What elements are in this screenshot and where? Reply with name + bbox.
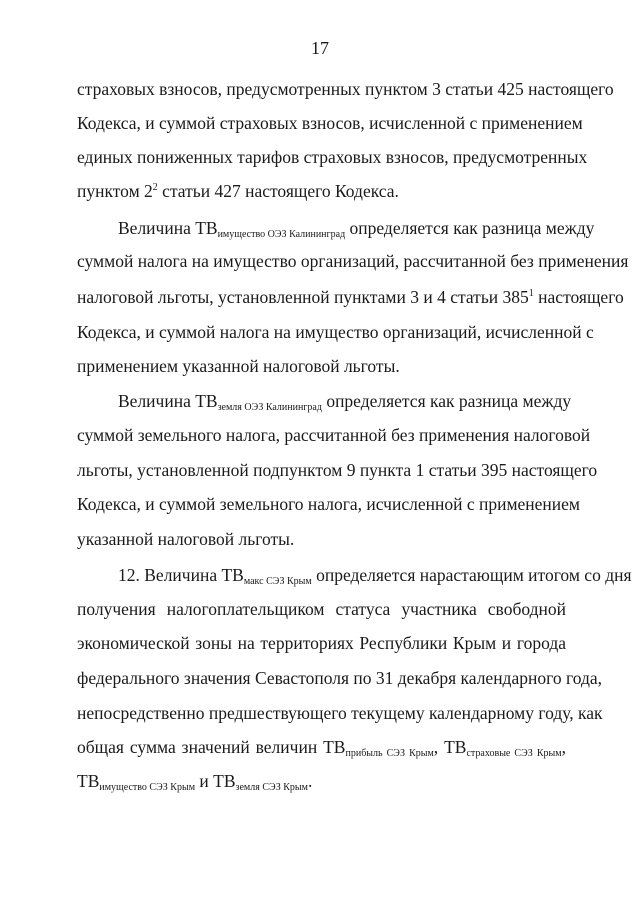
text-line: суммой земельного налога, рассчитанной без применения налоговой bbox=[77, 425, 591, 445]
text-line: Величина $ТВ_{имущество ОЭЗ Калининград}$ определяется как разница между bbox=[118, 218, 595, 240]
text-line: непосредственно предшествующего текущему календарному году, как bbox=[77, 703, 603, 723]
text-line: 12. Величина $ТВ_{макс СЭЗ Крым}$ определяется нарастающим итогом со дня bbox=[118, 565, 632, 587]
text-line: Кодекса, и суммой налога на имущество организаций, исчисленной с bbox=[77, 322, 594, 342]
text-line: единых пониженных тарифов страховых взносов, предусмотренных bbox=[77, 147, 588, 167]
text-line: страховых взносов, предусмотренных пунктом 3 статьи 425 настоящего bbox=[77, 79, 614, 99]
text-line: Величина $ТВ_{земля ОЭЗ Калининград}$ определяется как разница между bbox=[118, 391, 572, 413]
text-line: экономической зоны на территориях Республики Крым и города bbox=[77, 633, 566, 653]
text-line: Кодекса, и суммой страховых взносов, исчисленной с применением bbox=[77, 113, 583, 133]
text-line: Кодекса, и суммой земельного налога, исчисленной с применением bbox=[77, 494, 581, 514]
page-number: 17 bbox=[311, 38, 329, 58]
text-line: налоговой льготы, установленной пунктами 3 и 4 статьи $385^1$ настоящего bbox=[77, 287, 624, 307]
text-line: применением указанной налоговой льготы. bbox=[77, 356, 400, 376]
text-line: льготы, установленной подпунктом 9 пункта 1 статьи 395 настоящего bbox=[77, 460, 598, 480]
text-line: общая сумма значений величин $ТВ_{прибыль СЭЗ Крым}$, $ТВ_{страховые СЭЗ Крым}$, bbox=[77, 737, 566, 759]
text-line: пунктом $2^2$ статьи 427 настоящего Кодекса. bbox=[77, 181, 399, 201]
text-line: $ТВ_{имущество СЭЗ Крым}$ и $ТВ_{земля СЭЗ Крым}$. bbox=[77, 771, 313, 793]
text-line: федерального значения Севастополя по 31 декабря календарного года, bbox=[77, 668, 602, 688]
text-line: суммой налога на имущество организаций, рассчитанной без применения bbox=[77, 251, 629, 271]
text-line: указанной налоговой льготы. bbox=[77, 529, 295, 549]
text-line: получения налогоплательщиком статуса участника свободной bbox=[77, 599, 566, 619]
